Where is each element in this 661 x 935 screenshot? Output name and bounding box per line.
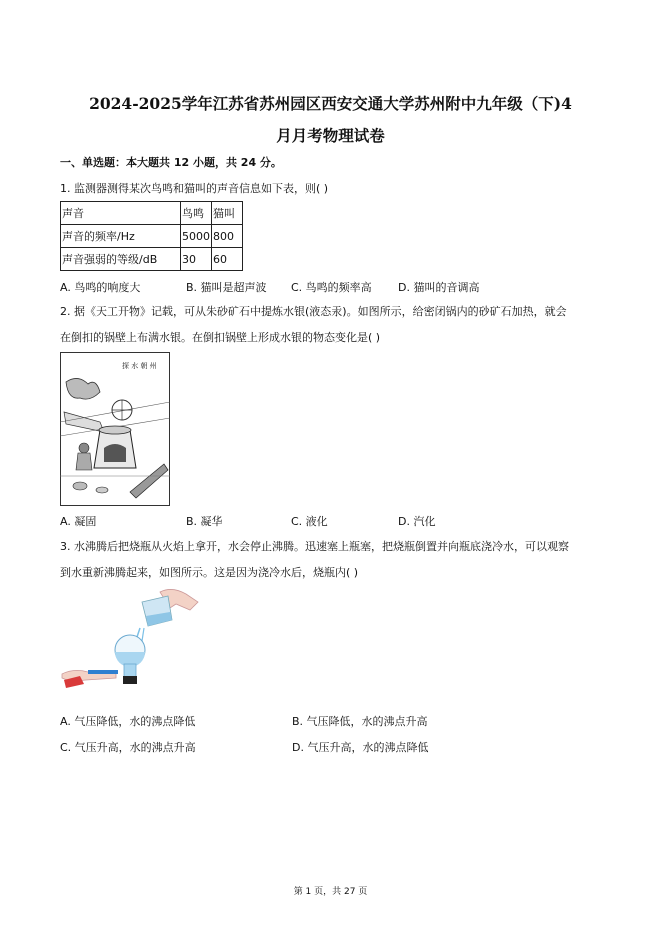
table-cell: 鸟鸣 [181, 202, 212, 225]
table-cell: 60 [212, 248, 243, 271]
q3-stem-line2: 到水重新沸腾起来，如图所示。这是因为浇冷水后，烧瓶内( ) [60, 566, 359, 579]
q3-option-b: B. 气压降低，水的沸点升高 [292, 715, 428, 728]
inverted-flask-illustration [60, 586, 200, 698]
table-cell: 30 [181, 248, 212, 271]
q3-option-a: A. 气压降低，水的沸点降低 [60, 715, 196, 728]
tiangong-kaiwu-illustration [60, 352, 170, 506]
table-row [61, 202, 243, 225]
exam-title-line2: 月月考物理试卷 [276, 126, 385, 145]
section-heading: 一、单选题：本大题共 12 小题，共 24 分。 [60, 156, 282, 169]
figure-caption: 探 水 朝 州 [122, 362, 157, 370]
q2-stem-line2: 在倒扣的锅壁上布满水银。在倒扣锅壁上形成水银的物态变化是( ) [60, 331, 381, 344]
page-footer: 第 1 页，共 27 页 [293, 887, 368, 897]
q1-stem: 1. 监测器测得某次鸟鸣和猫叫的声音信息如下表，则( ) [60, 182, 329, 195]
exam-title-line1: 2024-2025学年江苏省苏州园区西安交通大学苏州附中九年级（下)4 [89, 94, 572, 113]
q2-option-c: C. 液化 [291, 515, 328, 528]
table-cell: 5000 [181, 225, 212, 248]
q1-option-c: C. 鸟鸣的频率高 [291, 281, 372, 294]
table-cell: 猫叫 [212, 202, 243, 225]
table-cell: 声音强弱的等级/dB [61, 248, 181, 271]
table-row [61, 225, 243, 248]
q2-option-a: A. 凝固 [60, 515, 97, 528]
q2-option-b: B. 凝华 [186, 515, 223, 528]
q2-option-d: D. 汽化 [398, 515, 436, 528]
q3-option-d: D. 气压升高，水的沸点降低 [292, 741, 429, 754]
table-cell: 声音的频率/Hz [61, 225, 181, 248]
sound-info-table [60, 201, 243, 271]
q3-option-c: C. 气压升高，水的沸点升高 [60, 741, 196, 754]
q1-option-a: A. 鸟鸣的响度大 [60, 281, 141, 294]
q3-stem-line1: 3. 水沸腾后把烧瓶从火焰上拿开，水会停止沸腾。迅速塞上瓶塞，把烧瓶倒置并向瓶底浇冷水，可以观察 [60, 540, 569, 553]
table-cell: 声音 [61, 202, 181, 225]
q2-stem-line1: 2. 据《天工开物》记载，可从朱砂矿石中提炼水银(液态汞)。如图所示，给密闭锅内的砂矿石加热，就会 [60, 305, 567, 318]
q1-option-d: D. 猫叫的音调高 [398, 281, 480, 294]
table-row [61, 248, 243, 271]
q1-option-b: B. 猫叫是超声波 [186, 281, 267, 294]
table-cell: 800 [212, 225, 243, 248]
